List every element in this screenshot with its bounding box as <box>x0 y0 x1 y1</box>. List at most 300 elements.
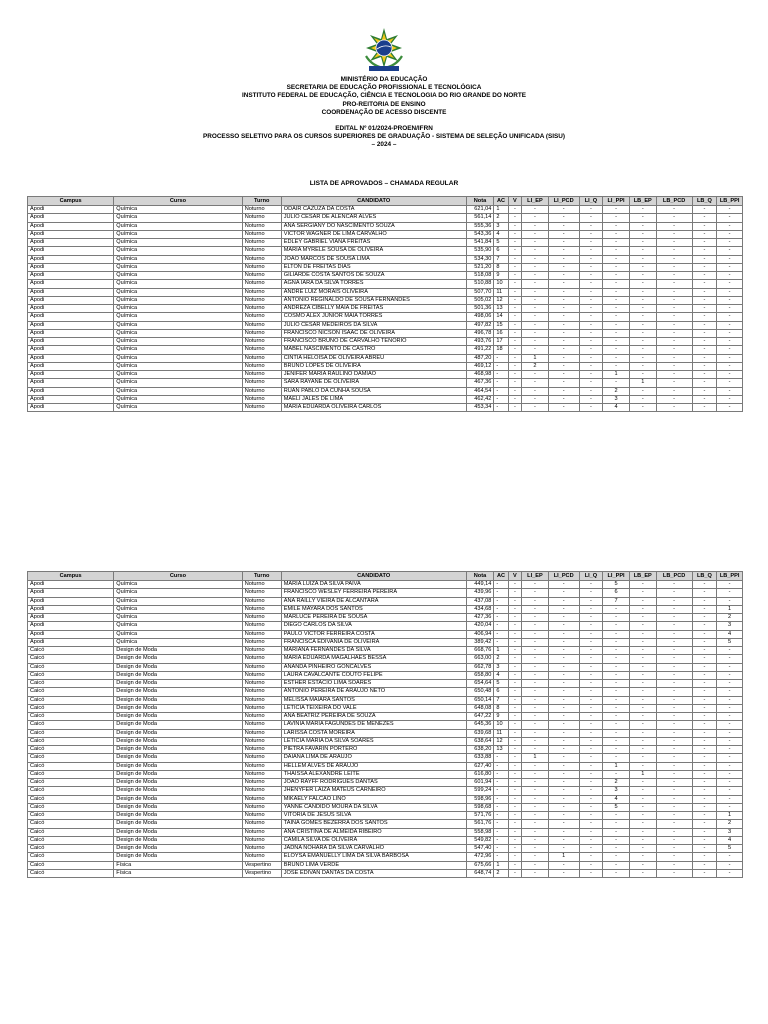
cell-curso: Química <box>114 206 242 214</box>
cell-v: - <box>508 288 521 296</box>
cell-li-q: - <box>579 630 603 638</box>
table-row <box>28 614 743 622</box>
cell-li-q: - <box>579 820 603 828</box>
cell-li-ppi: - <box>603 247 630 255</box>
cell-candidato: LAVINIA MARIA FAGUNDES DE MENEZES <box>281 721 466 729</box>
cell-lb-ppi: - <box>717 696 743 704</box>
cell-candidato: ANA CRISTINA DE ALMEIDA RIBEIRO <box>281 828 466 836</box>
cell-turno: Noturno <box>242 812 281 820</box>
cell-curso: Química <box>114 222 242 230</box>
cell-candidato: MARLUCE PEREIRA DE SOUSA <box>281 614 466 622</box>
cell-lb-ep: - <box>629 239 656 247</box>
cell-v: - <box>508 638 521 646</box>
table-row <box>28 869 743 877</box>
cell-turno: Noturno <box>242 845 281 853</box>
cell-li-pcd: - <box>548 296 579 304</box>
cell-nota: 491,22 <box>466 346 494 354</box>
cell-lb-q: - <box>692 622 717 630</box>
cell-nota: 434,68 <box>466 605 494 613</box>
cell-li-pcd: 1 <box>548 853 579 861</box>
cell-lb-ep: - <box>629 206 656 214</box>
cell-li-q: - <box>579 754 603 762</box>
cell-lb-ppi: - <box>717 861 743 869</box>
cell-campus: Apodi <box>28 630 114 638</box>
cell-nota: 541,84 <box>466 239 494 247</box>
cell-li-q: - <box>579 222 603 230</box>
cell-turno: Noturno <box>242 222 281 230</box>
cell-li-pcd: - <box>548 828 579 836</box>
cell-campus: Caicó <box>28 795 114 803</box>
cell-li-q: - <box>579 346 603 354</box>
cell-ac: 18 <box>494 346 508 354</box>
cell-ac: 2 <box>494 869 508 877</box>
cell-lb-q: - <box>692 338 717 346</box>
table-row <box>28 371 743 379</box>
cell-lb-q: - <box>692 255 717 263</box>
cell-ac: 13 <box>494 746 508 754</box>
table-header-row <box>28 572 743 581</box>
cell-turno: Noturno <box>242 671 281 679</box>
cell-v: - <box>508 614 521 622</box>
cell-li-q: - <box>579 247 603 255</box>
cell-ac: - <box>494 853 508 861</box>
cell-li-q: - <box>579 379 603 387</box>
cell-lb-ep: - <box>629 729 656 737</box>
cell-curso: Design de Moda <box>114 754 242 762</box>
cell-lb-ppi: - <box>717 247 743 255</box>
cell-li-ep: - <box>522 581 549 589</box>
cell-lb-ep: 1 <box>629 379 656 387</box>
cell-ac: - <box>494 779 508 787</box>
cell-candidato: FRANCISCO BRUNO DE CARVALHO TENÓRIO <box>281 338 466 346</box>
table-row <box>28 671 743 679</box>
cell-lb-pcd: - <box>656 206 692 214</box>
cell-li-pcd: - <box>548 605 579 613</box>
cell-turno: Noturno <box>242 263 281 271</box>
cell-candidato: JOÃO MARCOS DE SOUSA LIMA <box>281 255 466 263</box>
cell-lb-ppi: - <box>717 853 743 861</box>
cell-lb-ppi: - <box>717 737 743 745</box>
cell-lb-ep: - <box>629 362 656 370</box>
cell-curso: Química <box>114 387 242 395</box>
cell-curso: Design de Moda <box>114 746 242 754</box>
table-row <box>28 754 743 762</box>
cell-li-ep: - <box>522 704 549 712</box>
cell-campus: Apodi <box>28 247 114 255</box>
cell-v: - <box>508 647 521 655</box>
cell-candidato: GILIARDE COSTA SANTOS DE SOUZA <box>281 272 466 280</box>
cell-campus: Caicó <box>28 828 114 836</box>
cell-nota: 521,20 <box>466 263 494 271</box>
cell-v: - <box>508 853 521 861</box>
cell-li-q: - <box>579 305 603 313</box>
cell-nota: 675,66 <box>466 861 494 869</box>
cell-lb-q: - <box>692 779 717 787</box>
cell-lb-pcd: - <box>656 836 692 844</box>
cell-curso: Química <box>114 362 242 370</box>
cell-nota: 534,30 <box>466 255 494 263</box>
cell-li-pcd: - <box>548 696 579 704</box>
cell-li-ep: - <box>522 313 549 321</box>
cell-li-q: - <box>579 280 603 288</box>
cell-lb-pcd: - <box>656 795 692 803</box>
cell-lb-ep: - <box>629 861 656 869</box>
cell-li-q: - <box>579 663 603 671</box>
column-header-lb-ep: LB_EP <box>629 572 656 581</box>
header-line-pro-rectorate: PRO-REITORIA DE ENSINO <box>342 100 426 108</box>
cell-li-ep: - <box>522 589 549 597</box>
cell-turno: Noturno <box>242 404 281 412</box>
cell-lb-ppi: - <box>717 713 743 721</box>
header-line-coordination: COORDENAÇÃO DE ACESSO DISCENTE <box>321 108 447 116</box>
cell-nota: 389,42 <box>466 638 494 646</box>
cell-curso: Design de Moda <box>114 820 242 828</box>
cell-curso: Química <box>114 280 242 288</box>
cell-lb-q: - <box>692 770 717 778</box>
cell-nota: 505,02 <box>466 296 494 304</box>
cell-turno: Noturno <box>242 387 281 395</box>
cell-curso: Química <box>114 296 242 304</box>
cell-lb-pcd: - <box>656 746 692 754</box>
cell-li-ep: - <box>522 803 549 811</box>
cell-li-ppi: - <box>603 655 630 663</box>
cell-campus: Apodi <box>28 280 114 288</box>
cell-li-ppi: - <box>603 713 630 721</box>
cell-li-ep: - <box>522 746 549 754</box>
cell-nota: 627,40 <box>466 762 494 770</box>
table-row <box>28 280 743 288</box>
cell-curso: Design de Moda <box>114 713 242 721</box>
cell-li-q: - <box>579 230 603 238</box>
cell-li-ppi: - <box>603 770 630 778</box>
cell-candidato: MARIA LUIZA DA SILVA PAIVA <box>281 581 466 589</box>
cell-lb-ppi: - <box>717 387 743 395</box>
cell-nota: 561,14 <box>466 214 494 222</box>
cell-lb-ep: - <box>629 222 656 230</box>
cell-lb-ppi: 4 <box>717 630 743 638</box>
cell-ac: 5 <box>494 239 508 247</box>
cell-v: - <box>508 404 521 412</box>
cell-lb-ep: - <box>629 338 656 346</box>
cell-lb-pcd: - <box>656 379 692 387</box>
cell-li-pcd: - <box>548 671 579 679</box>
cell-lb-ppi: - <box>717 746 743 754</box>
cell-campus: Apodi <box>28 214 114 222</box>
cell-li-q: - <box>579 239 603 247</box>
cell-nota: 598,68 <box>466 803 494 811</box>
cell-li-ep: - <box>522 812 549 820</box>
cell-lb-ppi: - <box>717 787 743 795</box>
table-row <box>28 288 743 296</box>
cell-turno: Noturno <box>242 803 281 811</box>
cell-v: - <box>508 362 521 370</box>
cell-curso: Design de Moda <box>114 696 242 704</box>
cell-nota: 469,12 <box>466 362 494 370</box>
cell-li-ep: - <box>522 371 549 379</box>
table-row <box>28 663 743 671</box>
cell-turno: Noturno <box>242 371 281 379</box>
cell-li-ppi: - <box>603 812 630 820</box>
table-row <box>28 362 743 370</box>
cell-li-ppi: - <box>603 239 630 247</box>
cell-lb-ppi: - <box>717 762 743 770</box>
cell-curso: Química <box>114 379 242 387</box>
cell-ac: - <box>494 379 508 387</box>
cell-li-ep: - <box>522 779 549 787</box>
cell-li-ppi: - <box>603 614 630 622</box>
cell-lb-q: - <box>692 589 717 597</box>
cell-candidato: LARISSA COSTA MOREIRA <box>281 729 466 737</box>
cell-curso: Química <box>114 581 242 589</box>
cell-lb-q: - <box>692 671 717 679</box>
cell-v: - <box>508 230 521 238</box>
cell-lb-q: - <box>692 655 717 663</box>
cell-li-ppi: - <box>603 230 630 238</box>
cell-turno: Noturno <box>242 313 281 321</box>
cell-li-pcd: - <box>548 338 579 346</box>
cell-nota: 645,36 <box>466 721 494 729</box>
cell-v: - <box>508 787 521 795</box>
column-header-v: V <box>508 197 521 206</box>
cell-li-ppi: - <box>603 836 630 844</box>
cell-turno: Noturno <box>242 206 281 214</box>
cell-lb-ep: - <box>629 288 656 296</box>
cell-lb-pcd: - <box>656 222 692 230</box>
cell-li-pcd: - <box>548 230 579 238</box>
cell-curso: Design de Moda <box>114 803 242 811</box>
cell-ac: 3 <box>494 222 508 230</box>
cell-lb-pcd: - <box>656 845 692 853</box>
cell-ac: 10 <box>494 280 508 288</box>
cell-lb-pcd: - <box>656 214 692 222</box>
cell-v: - <box>508 321 521 329</box>
cell-lb-ep: - <box>629 622 656 630</box>
cell-li-ppi: - <box>603 338 630 346</box>
cell-curso: Química <box>114 305 242 313</box>
cell-li-ppi: - <box>603 721 630 729</box>
cell-lb-pcd: - <box>656 288 692 296</box>
cell-lb-ep: - <box>629 329 656 337</box>
cell-curso: Design de Moda <box>114 845 242 853</box>
cell-lb-pcd: - <box>656 395 692 403</box>
column-header-campus: Campus <box>28 572 114 581</box>
cell-candidato: ANDRE LUIZ MORAIS OLIVEIRA <box>281 288 466 296</box>
table-row <box>28 263 743 271</box>
cell-li-q: - <box>579 371 603 379</box>
cell-ac: 17 <box>494 338 508 346</box>
cell-li-ppi: - <box>603 206 630 214</box>
cell-ac: 12 <box>494 737 508 745</box>
cell-nota: 487,20 <box>466 354 494 362</box>
cell-lb-ep: - <box>629 812 656 820</box>
cell-li-ppi: - <box>603 630 630 638</box>
cell-campus: Apodi <box>28 263 114 271</box>
cell-candidato: RUAN PABLO DA CUNHA SOUSA <box>281 387 466 395</box>
cell-lb-q: - <box>692 737 717 745</box>
cell-nota: 571,76 <box>466 812 494 820</box>
table-row <box>28 688 743 696</box>
cell-campus: Caicó <box>28 713 114 721</box>
cell-campus: Apodi <box>28 313 114 321</box>
cell-campus: Apodi <box>28 296 114 304</box>
cell-lb-ep: - <box>629 795 656 803</box>
column-header-lb-ep: LB_EP <box>629 197 656 206</box>
cell-li-ep: - <box>522 214 549 222</box>
cell-lb-ep: - <box>629 737 656 745</box>
cell-li-ep: - <box>522 836 549 844</box>
table-row <box>28 704 743 712</box>
cell-candidato: EMILE MAYARA DOS SANTOS <box>281 605 466 613</box>
cell-lb-ppi: - <box>717 704 743 712</box>
cell-turno: Noturno <box>242 836 281 844</box>
table-row <box>28 638 743 646</box>
cell-candidato: EDLEY GABRIEL VIANA FREITAS <box>281 239 466 247</box>
cell-turno: Noturno <box>242 305 281 313</box>
cell-lb-ep: - <box>629 688 656 696</box>
table-row <box>28 787 743 795</box>
cell-candidato: VITORIA DE JESUS SILVA <box>281 812 466 820</box>
cell-ac: - <box>494 395 508 403</box>
table-body <box>28 581 743 878</box>
cell-li-ep: - <box>522 222 549 230</box>
cell-candidato: SARA RAYANE DE OLIVEIRA <box>281 379 466 387</box>
cell-li-pcd: - <box>548 371 579 379</box>
cell-li-ppi: - <box>603 729 630 737</box>
cell-ac: - <box>494 581 508 589</box>
cell-lb-pcd: - <box>656 812 692 820</box>
table-header-row <box>28 197 743 206</box>
cell-v: - <box>508 845 521 853</box>
cell-turno: Vespertino <box>242 869 281 877</box>
cell-curso: Química <box>114 321 242 329</box>
cell-v: - <box>508 272 521 280</box>
cell-v: - <box>508 346 521 354</box>
cell-campus: Caicó <box>28 721 114 729</box>
cell-li-ep: - <box>522 305 549 313</box>
cell-lb-ppi: - <box>717 329 743 337</box>
cell-v: - <box>508 589 521 597</box>
cell-lb-q: - <box>692 329 717 337</box>
cell-li-ppi: 5 <box>603 581 630 589</box>
cell-curso: Física <box>114 861 242 869</box>
cell-li-q: - <box>579 338 603 346</box>
cell-curso: Química <box>114 404 242 412</box>
column-header-lb-ppi: LB_PPI <box>717 572 743 581</box>
table-row <box>28 853 743 861</box>
cell-lb-pcd: - <box>656 869 692 877</box>
cell-nota: 668,76 <box>466 647 494 655</box>
cell-turno: Noturno <box>242 338 281 346</box>
cell-li-ep: 1 <box>522 754 549 762</box>
cell-lb-ppi: - <box>717 255 743 263</box>
column-header-li-ppi: LI_PPI <box>603 197 630 206</box>
cell-campus: Caicó <box>28 803 114 811</box>
cell-li-pcd: - <box>548 638 579 646</box>
cell-lb-ppi: - <box>717 869 743 877</box>
cell-nota: 439,96 <box>466 589 494 597</box>
approved-table-1 <box>27 196 743 412</box>
cell-ac: - <box>494 354 508 362</box>
cell-li-ppi: - <box>603 263 630 271</box>
cell-turno: Noturno <box>242 853 281 861</box>
cell-candidato: ANDREZA CIBELLY MAIA DE FREITAS <box>281 305 466 313</box>
cell-ac: 6 <box>494 688 508 696</box>
cell-lb-q: - <box>692 754 717 762</box>
cell-lb-pcd: - <box>656 713 692 721</box>
cell-candidato: ESTHER ESTACIO LIMA SOARES <box>281 680 466 688</box>
cell-campus: Apodi <box>28 622 114 630</box>
cell-turno: Noturno <box>242 346 281 354</box>
cell-lb-ep: - <box>629 230 656 238</box>
cell-lb-q: - <box>692 812 717 820</box>
cell-lb-pcd: - <box>656 338 692 346</box>
cell-candidato: ANA BEATRIZ PEREIRA DE SOUZA <box>281 713 466 721</box>
cell-lb-q: - <box>692 680 717 688</box>
cell-v: - <box>508 296 521 304</box>
cell-li-ep: - <box>522 795 549 803</box>
cell-li-ep: - <box>522 828 549 836</box>
cell-nota: 507,70 <box>466 288 494 296</box>
cell-lb-q: - <box>692 222 717 230</box>
cell-lb-ep: - <box>629 779 656 787</box>
cell-li-q: - <box>579 861 603 869</box>
cell-lb-ppi: 2 <box>717 614 743 622</box>
cell-curso: Química <box>114 263 242 271</box>
table-row <box>28 820 743 828</box>
cell-v: - <box>508 329 521 337</box>
cell-campus: Apodi <box>28 288 114 296</box>
cell-ac: 6 <box>494 247 508 255</box>
cell-campus: Apodi <box>28 206 114 214</box>
cell-campus: Apodi <box>28 581 114 589</box>
cell-lb-ppi: - <box>717 280 743 288</box>
cell-lb-ep: - <box>629 263 656 271</box>
cell-li-ppi: - <box>603 280 630 288</box>
cell-lb-q: - <box>692 688 717 696</box>
cell-li-ep: - <box>522 329 549 337</box>
cell-candidato: ANANDA PINHEIRO GONCALVES <box>281 663 466 671</box>
cell-nota: 633,88 <box>466 754 494 762</box>
table-row <box>28 737 743 745</box>
cell-li-ppi: - <box>603 354 630 362</box>
cell-li-pcd: - <box>548 746 579 754</box>
cell-li-pcd: - <box>548 206 579 214</box>
cell-lb-q: - <box>692 746 717 754</box>
cell-lb-pcd: - <box>656 346 692 354</box>
column-header-ac: AC <box>494 572 508 581</box>
cell-li-ppi: 5 <box>603 803 630 811</box>
cell-turno: Noturno <box>242 247 281 255</box>
cell-campus: Apodi <box>28 305 114 313</box>
column-header-ac: AC <box>494 197 508 206</box>
cell-v: - <box>508 779 521 787</box>
cell-li-ppi: 7 <box>603 597 630 605</box>
cell-nota: 437,08 <box>466 597 494 605</box>
cell-li-ppi: - <box>603 861 630 869</box>
cell-lb-pcd: - <box>656 305 692 313</box>
cell-li-q: - <box>579 321 603 329</box>
cell-lb-q: - <box>692 346 717 354</box>
cell-li-ppi: - <box>603 362 630 370</box>
cell-nota: 598,96 <box>466 795 494 803</box>
table-row <box>28 338 743 346</box>
cell-lb-ppi: - <box>717 239 743 247</box>
cell-li-q: - <box>579 779 603 787</box>
cell-lb-pcd: - <box>656 853 692 861</box>
cell-li-pcd: - <box>548 861 579 869</box>
cell-curso: Design de Moda <box>114 762 242 770</box>
cell-li-pcd: - <box>548 779 579 787</box>
